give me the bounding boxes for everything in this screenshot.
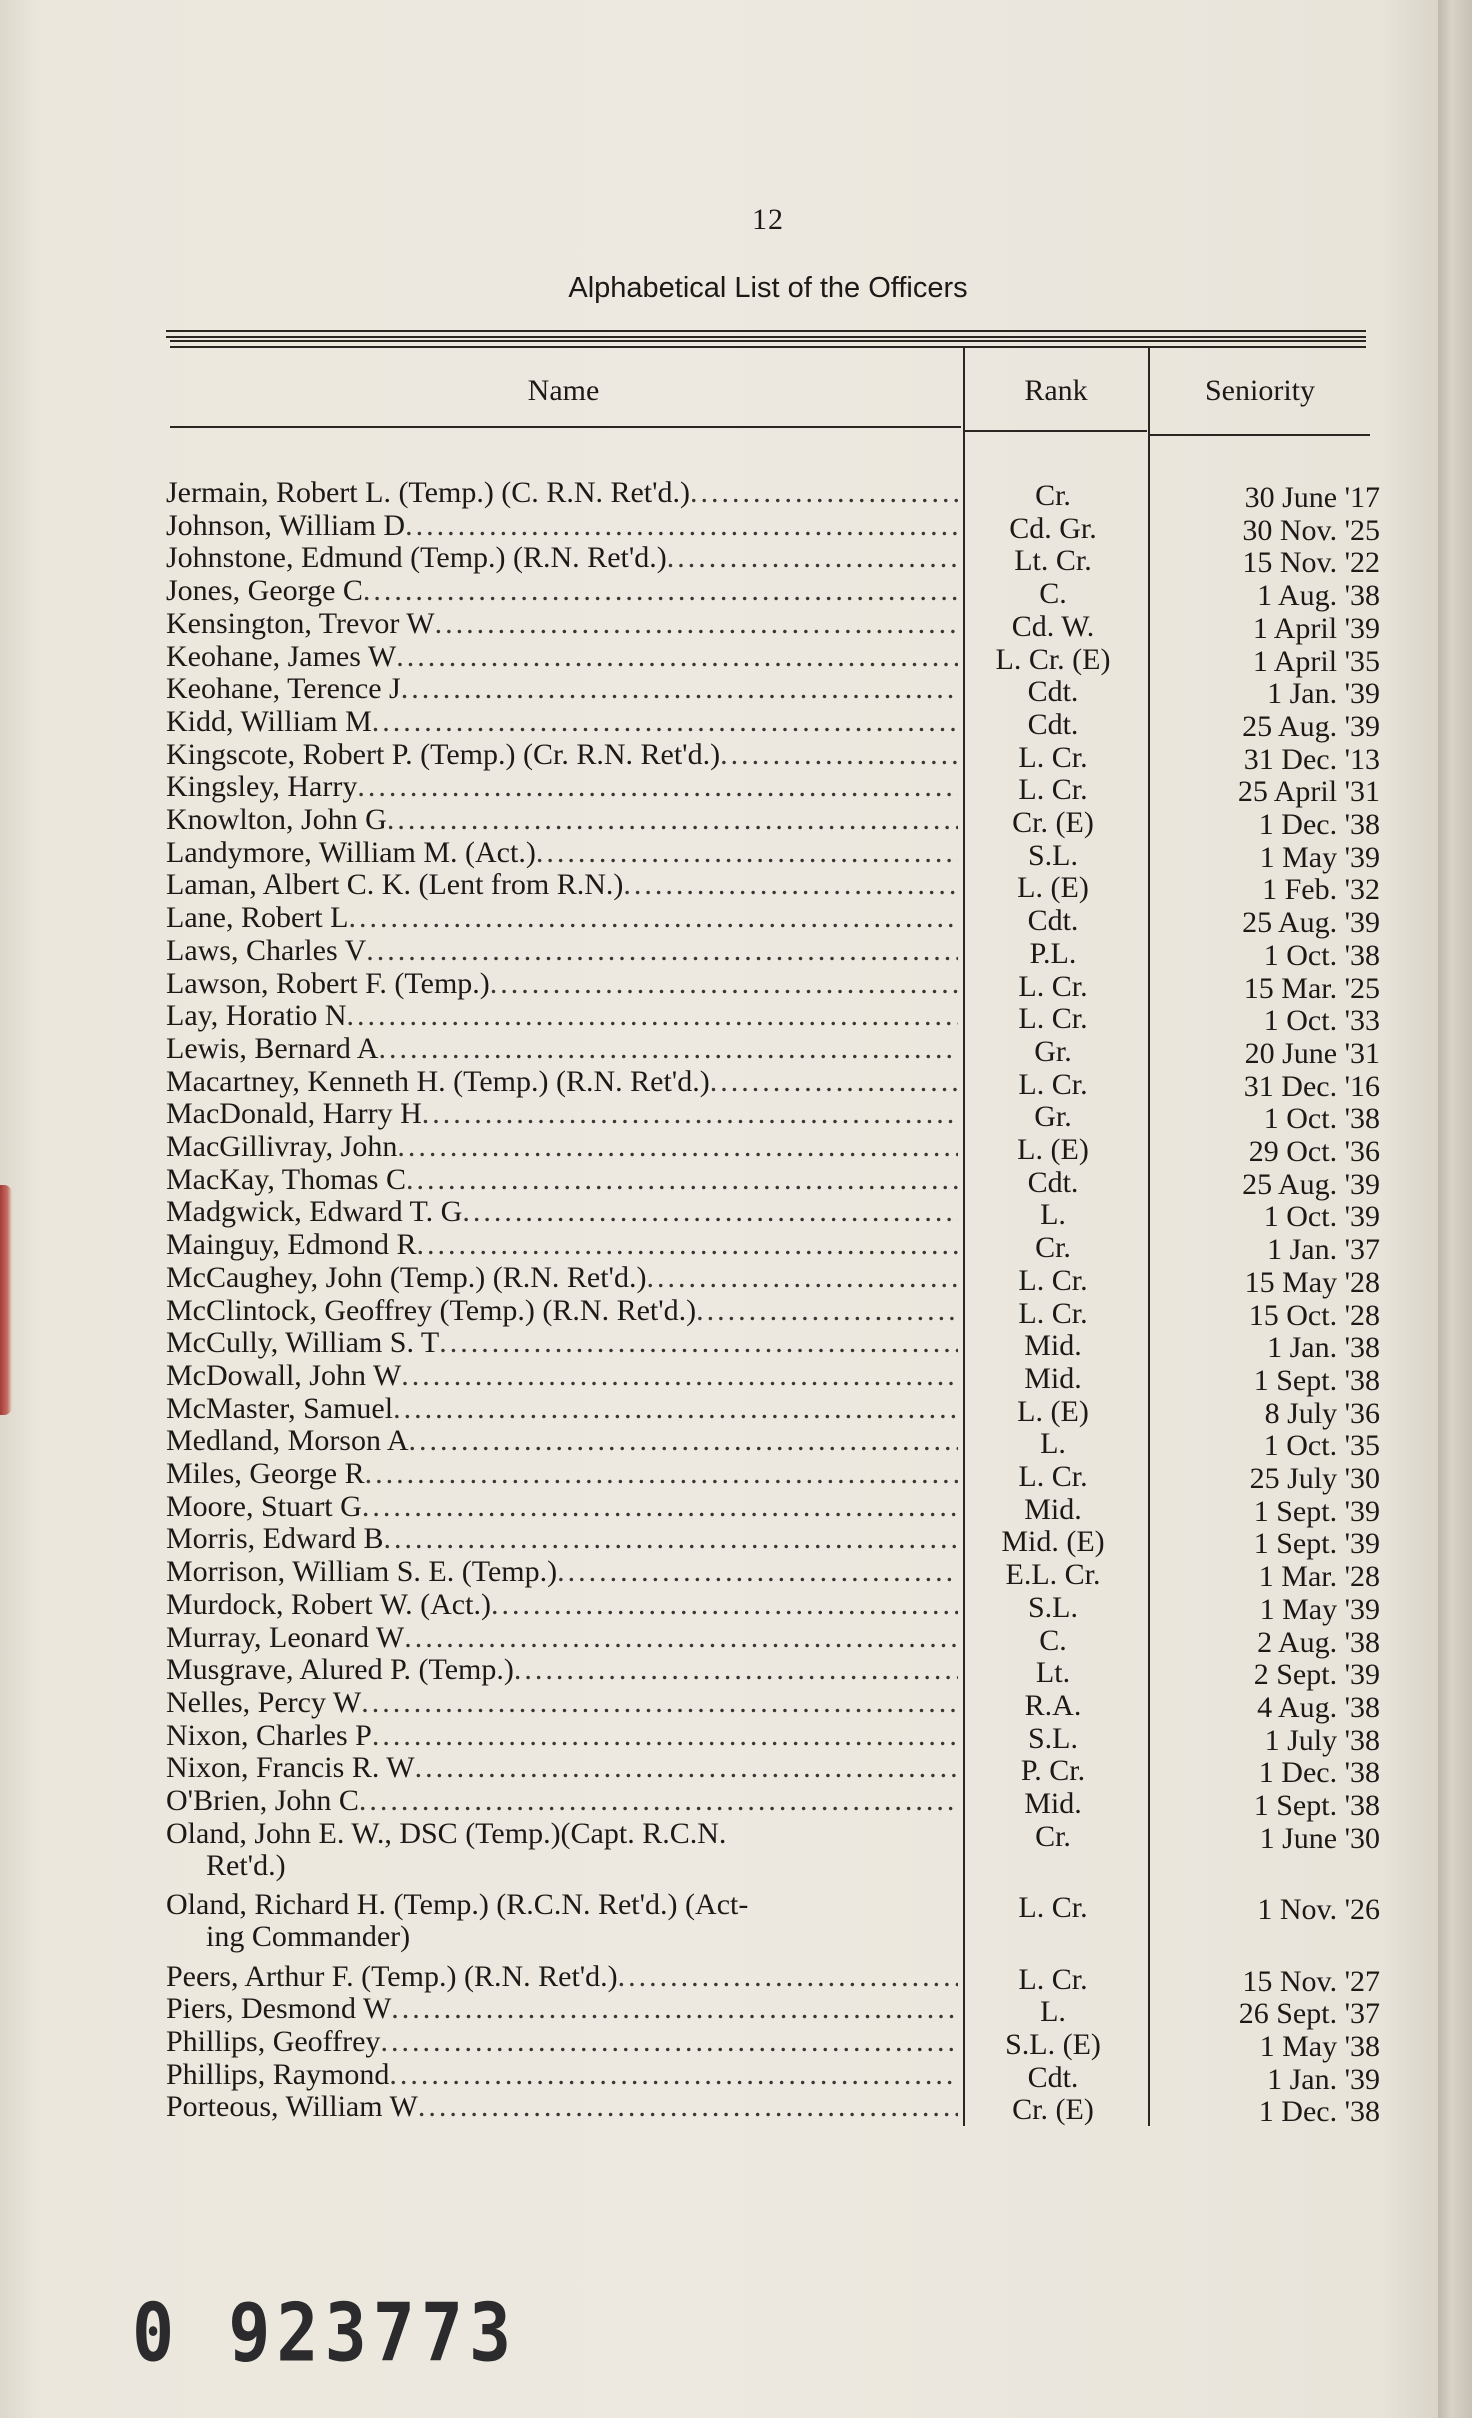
officer-name-continuation: ing Commander) [206, 1920, 411, 1954]
officer-seniority: 1 Jan. '39 [1267, 677, 1380, 711]
officer-seniority: 1 Sept. '38 [1253, 1789, 1380, 1822]
officer-name [166, 1393, 958, 1425]
officer-name-text: Peers, Arthur F. (Temp.) (R.N. Ret'd.) [166, 1960, 618, 1993]
officer-name [166, 1889, 958, 1953]
officer-name-text: Oland, John E. W., DSC (Temp.)(Capt. R.C.N. [166, 1817, 727, 1850]
officer-name-text: Murdock, Robert W. (Act.) [166, 1588, 491, 1621]
officer-name-text: Laman, Albert C. K. (Lent from R.N.) [166, 869, 624, 902]
officer-rank: L. Cr. [1018, 740, 1088, 774]
officer-name-text: Keohane, Terence J [166, 673, 401, 706]
officer-name-text: McCully, William S. T [166, 1327, 440, 1360]
officer-rank: Cr. [1035, 1819, 1071, 1853]
officer-name-text: Lawson, Robert F. (Temp.) [166, 967, 490, 1000]
leader-dots [372, 1720, 958, 1752]
officer-name [166, 510, 958, 542]
officer-seniority: 1 Oct. '38 [1263, 938, 1380, 972]
officer-name [166, 1066, 958, 1098]
officer-name [166, 1164, 958, 1196]
officer-rank: L. (E) [1017, 1394, 1089, 1428]
officer-name-text: MacDonald, Harry H [166, 1098, 422, 1131]
leader-dots [409, 1425, 959, 1457]
officer-seniority: 1 Oct. '38 [1263, 1102, 1380, 1136]
officer-seniority: 30 June '17 [1244, 481, 1380, 514]
officer-name-text: Kingscote, Robert P. (Temp.) (Cr. R.N. Ret'd.) [166, 738, 721, 771]
leader-dots [439, 1327, 958, 1359]
leader-dots [361, 1687, 958, 1719]
leader-dots [383, 1523, 958, 1555]
officer-name-text: Miles, George R [166, 1458, 365, 1490]
leader-dots [372, 706, 958, 738]
officer-name [166, 739, 958, 771]
leader-dots [357, 771, 958, 803]
officer-seniority: 15 Mar. '25 [1243, 971, 1380, 1005]
officer-name-text: Musgrave, Alured P. (Temp.) [166, 1654, 514, 1687]
leader-dots [378, 1033, 958, 1065]
officer-rank: L. Cr. [1018, 1891, 1088, 1925]
officer-seniority: 1 May '39 [1259, 1592, 1380, 1626]
officer-name [166, 1818, 958, 1882]
officer-rank: L. Cr. [1018, 773, 1088, 807]
leader-dots [380, 2026, 958, 2058]
officer-name [166, 673, 958, 705]
officer-name [166, 706, 958, 738]
officer-seniority: 1 Oct. '33 [1263, 1004, 1380, 1038]
officer-rank: L. Cr. [1018, 1002, 1088, 1036]
officer-seniority: 4 Aug. '38 [1257, 1690, 1380, 1724]
officer-rank: Lt. [1035, 1656, 1071, 1690]
officer-name [166, 1622, 958, 1654]
officer-rank: L. Cr. (E) [995, 642, 1111, 676]
leader-dots [491, 1589, 958, 1621]
leader-dots [415, 1752, 958, 1784]
officer-name-text: McClintock, Geoffrey (Temp.) (R.N. Ret'd.) [166, 1294, 697, 1327]
officer-name-text: Kensington, Trevor W [166, 607, 435, 640]
officer-name-text: Nixon, Charles P [166, 1719, 372, 1752]
officer-rank: Cd. W. [1011, 609, 1095, 643]
officer-seniority: 29 Oct. '36 [1248, 1135, 1380, 1168]
officer-seniority: 1 Dec. '38 [1258, 1756, 1380, 1790]
officer-seniority: 1 Jan. '38 [1267, 1331, 1380, 1365]
officer-rank: E.L. Cr. [1005, 1558, 1101, 1592]
officer-seniority: 1 June '30 [1259, 1821, 1380, 1855]
column-header-rank: Rank [1024, 374, 1088, 407]
officer-rank: C. [1039, 577, 1067, 611]
leader-dots [536, 837, 958, 869]
officer-rank: Gr. [1034, 1034, 1072, 1068]
officer-seniority: 1 April '39 [1252, 611, 1380, 645]
officer-name [166, 837, 958, 869]
officer-name-continuation: Ret'd.) [206, 1848, 286, 1882]
officer-name-text: Morrison, William S. E. (Temp.) [166, 1556, 558, 1589]
officer-name-text: MacKay, Thomas C [166, 1163, 406, 1196]
officer-rank: P. Cr. [1020, 1754, 1086, 1788]
column-header-seniority: Seniority [1205, 374, 1315, 407]
column-divider-rank-seniority [1148, 346, 1150, 2126]
officer-name [166, 542, 958, 574]
officer-name-text: Kingsley, Harry [166, 771, 358, 804]
officer-rank: Cdt. [1027, 1165, 1079, 1199]
leader-dots [720, 739, 958, 771]
officer-name [166, 1523, 958, 1555]
officer-name [166, 804, 958, 836]
officer-name-text: O'Brien, John C [166, 1785, 359, 1817]
leader-dots [393, 1393, 958, 1425]
officer-name-text: Phillips, Raymond [166, 2058, 390, 2091]
leader-dots [557, 1556, 958, 1588]
leader-dots [387, 804, 958, 836]
officer-rank: C. [1039, 1623, 1067, 1657]
officer-seniority: 15 Oct. '28 [1248, 1298, 1380, 1332]
officer-rank: Mid. [1024, 1787, 1082, 1820]
officer-rank: Cdt. [1027, 2060, 1079, 2094]
leader-dots [397, 1131, 958, 1163]
bookmark-tab [0, 1185, 12, 1415]
officer-name [166, 902, 958, 934]
officer-name [166, 1654, 958, 1686]
officer-seniority: 31 Dec. '13 [1243, 742, 1380, 776]
leader-dots [366, 935, 958, 967]
leader-dots [646, 1262, 958, 1294]
officer-seniority: 1 Mar. '28 [1258, 1560, 1380, 1594]
officer-seniority: 15 May '28 [1244, 1265, 1380, 1299]
leader-dots [389, 2059, 958, 2091]
header-rule-rank [965, 430, 1147, 432]
officer-seniority: 1 Oct. '39 [1263, 1200, 1380, 1234]
officer-name [166, 935, 958, 967]
officer-name-text: McDowall, John W [166, 1359, 402, 1392]
officer-name [166, 1295, 958, 1327]
officer-name [166, 1993, 958, 2025]
officer-name [166, 869, 958, 901]
officer-name-text: Moore, Stuart G [166, 1490, 362, 1523]
officer-name-text: Knowlton, John G [166, 804, 387, 836]
leader-dots [690, 477, 958, 509]
officer-seniority: 1 Nov. '26 [1257, 1893, 1380, 1927]
officer-rank: L. Cr. [1018, 969, 1088, 1003]
header-rule-seniority [1150, 434, 1370, 436]
officer-name-text: Lane, Robert L [166, 902, 349, 935]
leader-dots [462, 1196, 958, 1228]
officer-rank: S.L. [1027, 838, 1078, 872]
officer-name-text: Piers, Desmond W [166, 1993, 392, 2026]
leader-dots [401, 673, 958, 705]
officer-name [166, 1491, 958, 1523]
officer-name-text: Johnson, William D [166, 509, 406, 542]
officer-name [166, 1327, 958, 1359]
officer-rank: S.L. (E) [1005, 2027, 1101, 2061]
officer-name [166, 1785, 958, 1817]
officer-name-text: Mainguy, Edmond R [166, 1229, 417, 1262]
officer-seniority: 1 Feb. '32 [1262, 873, 1380, 907]
officer-name-text: Laws, Charles V [166, 934, 367, 967]
officer-rank: Mid. [1024, 1329, 1082, 1363]
officer-name [166, 1033, 958, 1065]
officer-seniority: 30 Nov. '25 [1242, 513, 1380, 547]
leader-dots [417, 1229, 958, 1261]
officer-name-text: Nelles, Percy W [166, 1686, 362, 1719]
leader-dots [401, 1360, 958, 1392]
leader-dots [418, 2091, 958, 2123]
officer-name-text: Landymore, William M. (Act.) [166, 836, 536, 869]
officer-name-text: Jones, George C [166, 575, 363, 608]
officer-name [166, 1262, 958, 1294]
officer-rank: P.L. [1029, 936, 1077, 970]
officer-name [166, 1425, 958, 1457]
officer-seniority: 1 Aug. '38 [1257, 579, 1380, 613]
leader-dots [359, 1785, 958, 1817]
leader-dots [623, 869, 958, 901]
officer-rank: Mid. (E) [1001, 1525, 1105, 1559]
officer-rank: Gr. [1034, 1100, 1072, 1134]
officer-name-text: McCaughey, John (Temp.) (R.N. Ret'd.) [166, 1261, 647, 1294]
officer-seniority: 1 Jan. '37 [1267, 1233, 1380, 1267]
officer-rank: S.L. [1027, 1590, 1078, 1624]
leader-dots [362, 1491, 958, 1523]
header-rule-name [170, 426, 961, 428]
officer-seniority: 8 July '36 [1264, 1396, 1380, 1430]
officer-seniority: 1 Dec. '38 [1258, 2095, 1380, 2129]
officer-rank: Cr. [1035, 1231, 1071, 1265]
officer-name-text: Lay, Horatio N [166, 1000, 347, 1033]
officer-name-text: Nixon, Francis R. W [166, 1752, 415, 1785]
officer-seniority: 1 Sept. '39 [1253, 1527, 1380, 1561]
leader-dots [514, 1654, 958, 1686]
officer-name [166, 1720, 958, 1752]
officer-seniority: 2 Aug. '38 [1257, 1625, 1380, 1659]
officer-name-text: Jermain, Robert L. (Temp.) (C. R.N. Ret'd.) [166, 477, 691, 509]
officer-rank: L. Cr. [1018, 1067, 1088, 1101]
officer-rank: Cdt. [1027, 707, 1079, 741]
officer-rank: Mid. [1024, 1361, 1082, 1395]
officer-name [166, 1752, 958, 1784]
officer-seniority: 25 April '31 [1237, 775, 1380, 809]
officer-rank: R.A. [1024, 1688, 1082, 1722]
officer-name [166, 1687, 958, 1719]
leader-dots [347, 1000, 959, 1032]
officer-rank: L. [1040, 1198, 1066, 1232]
officer-name [166, 2059, 958, 2091]
officer-seniority: 1 May '39 [1259, 840, 1380, 874]
leader-dots [667, 542, 958, 574]
leader-dots [365, 1458, 958, 1490]
officer-rank: L. [1040, 1427, 1066, 1461]
officer-name [166, 1196, 958, 1228]
officer-seniority: 1 Sept. '38 [1253, 1363, 1380, 1397]
officer-name-text: Murray, Leonard W [166, 1621, 405, 1654]
officer-rank: L. Cr. [1018, 1296, 1088, 1330]
officer-name [166, 1000, 958, 1032]
officer-name [166, 2026, 958, 2058]
officer-seniority: 25 Aug. '39 [1242, 1167, 1380, 1201]
leader-dots [696, 1295, 958, 1327]
leader-dots [710, 1066, 958, 1098]
officer-name [166, 771, 958, 803]
officer-seniority: 1 Jan. '39 [1267, 2062, 1380, 2096]
table-top-rule-2 [170, 340, 1366, 348]
officer-rank: Cr. (E) [1012, 2093, 1094, 2127]
officer-name [166, 477, 958, 509]
officer-name-text: McMaster, Samuel [166, 1392, 394, 1425]
officer-rank: Cd. Gr. [1009, 511, 1097, 545]
officer-rank: Lt. Cr. [1014, 544, 1092, 578]
officer-name-text: Porteous, William W [166, 2091, 418, 2124]
officer-name [166, 968, 958, 1000]
officer-rank: L. [1040, 1995, 1066, 2029]
officer-seniority: 15 Nov. '27 [1242, 1964, 1380, 1998]
officer-seniority: 2 Sept. '39 [1253, 1658, 1380, 1692]
leader-dots [404, 1622, 958, 1654]
officer-seniority: 26 Sept. '37 [1238, 1997, 1380, 2031]
serial-stamp: 0 923773 [132, 2285, 518, 2381]
officer-name-text: Macartney, Kenneth H. (Temp.) (R.N. Ret'd.) [166, 1065, 710, 1098]
officer-name-text: Madgwick, Edward T. G [166, 1196, 463, 1229]
officer-rank: Cdt. [1027, 675, 1079, 709]
officer-name-text: Lewis, Bernard A [166, 1032, 379, 1065]
officer-rank: Cr. (E) [1012, 806, 1094, 839]
officer-name-text: Keohane, James W [166, 640, 397, 673]
officer-name [166, 575, 958, 607]
officer-name [166, 641, 958, 673]
leader-dots [406, 1164, 958, 1196]
officer-name [166, 608, 958, 640]
page-number: 12 [752, 203, 784, 236]
officer-name-text: Morris, Edward B [166, 1523, 384, 1556]
officer-rank: Cr. [1035, 479, 1071, 512]
leader-dots [435, 608, 958, 640]
officer-rank: L. Cr. [1018, 1460, 1088, 1493]
officer-name [166, 1556, 958, 1588]
officer-rank: L. (E) [1017, 1133, 1089, 1166]
leader-dots [405, 510, 958, 542]
officer-rank: S.L. [1027, 1721, 1078, 1755]
officer-name [166, 1098, 958, 1130]
table-top-rule [166, 330, 1366, 338]
leader-dots [618, 1961, 958, 1993]
officer-name [166, 1131, 958, 1163]
leader-dots [396, 641, 958, 673]
officer-seniority: 1 Dec. '38 [1258, 808, 1380, 841]
officer-name-text: MacGillivray, John [166, 1131, 398, 1163]
officer-seniority: 1 Sept. '39 [1253, 1494, 1380, 1528]
officer-rank: Cdt. [1027, 904, 1079, 938]
officer-seniority: 25 Aug. '39 [1242, 906, 1380, 940]
officer-rank: L. Cr. [1018, 1962, 1088, 1996]
officer-seniority: 15 Nov. '22 [1242, 546, 1380, 580]
leader-dots [348, 902, 958, 934]
officer-seniority: 1 Oct. '35 [1263, 1429, 1380, 1463]
officer-seniority: 1 April '35 [1252, 644, 1380, 678]
page-edge [1438, 0, 1472, 2418]
officer-name [166, 2091, 958, 2123]
officer-name [166, 1589, 958, 1621]
officer-name-text: Phillips, Geoffrey [166, 2025, 381, 2058]
officer-seniority: 1 May '38 [1259, 2029, 1380, 2063]
officer-name-text: Medland, Morson A [166, 1425, 409, 1458]
officer-name [166, 1229, 958, 1261]
officer-name-text: Johnstone, Edmund (Temp.) (R.N. Ret'd.) [166, 542, 667, 575]
officer-rank: Mid. [1024, 1492, 1082, 1526]
officer-seniority: 20 June '31 [1244, 1036, 1380, 1070]
leader-dots [391, 1993, 958, 2025]
officer-seniority: 25 Aug. '39 [1242, 709, 1380, 743]
officer-name [166, 1458, 958, 1490]
officer-name-text: Kidd, William M [166, 705, 372, 738]
leader-dots [363, 575, 958, 607]
column-header-name: Name [527, 374, 600, 407]
officer-seniority: 1 July '38 [1264, 1723, 1380, 1757]
list-title: Alphabetical List of the Officers [568, 272, 968, 304]
officer-seniority: 25 July '30 [1249, 1462, 1380, 1495]
leader-dots [422, 1098, 958, 1130]
officer-name-text: Oland, Richard H. (Temp.) (R.C.N. Ret'd.) (Act- [166, 1889, 749, 1922]
leader-dots [490, 968, 958, 1000]
officer-name [166, 1360, 958, 1392]
officer-seniority: 31 Dec. '16 [1243, 1069, 1380, 1103]
officer-rank: L. Cr. [1018, 1263, 1088, 1297]
officer-rank: L. (E) [1017, 871, 1089, 905]
officer-name [166, 1961, 958, 1993]
